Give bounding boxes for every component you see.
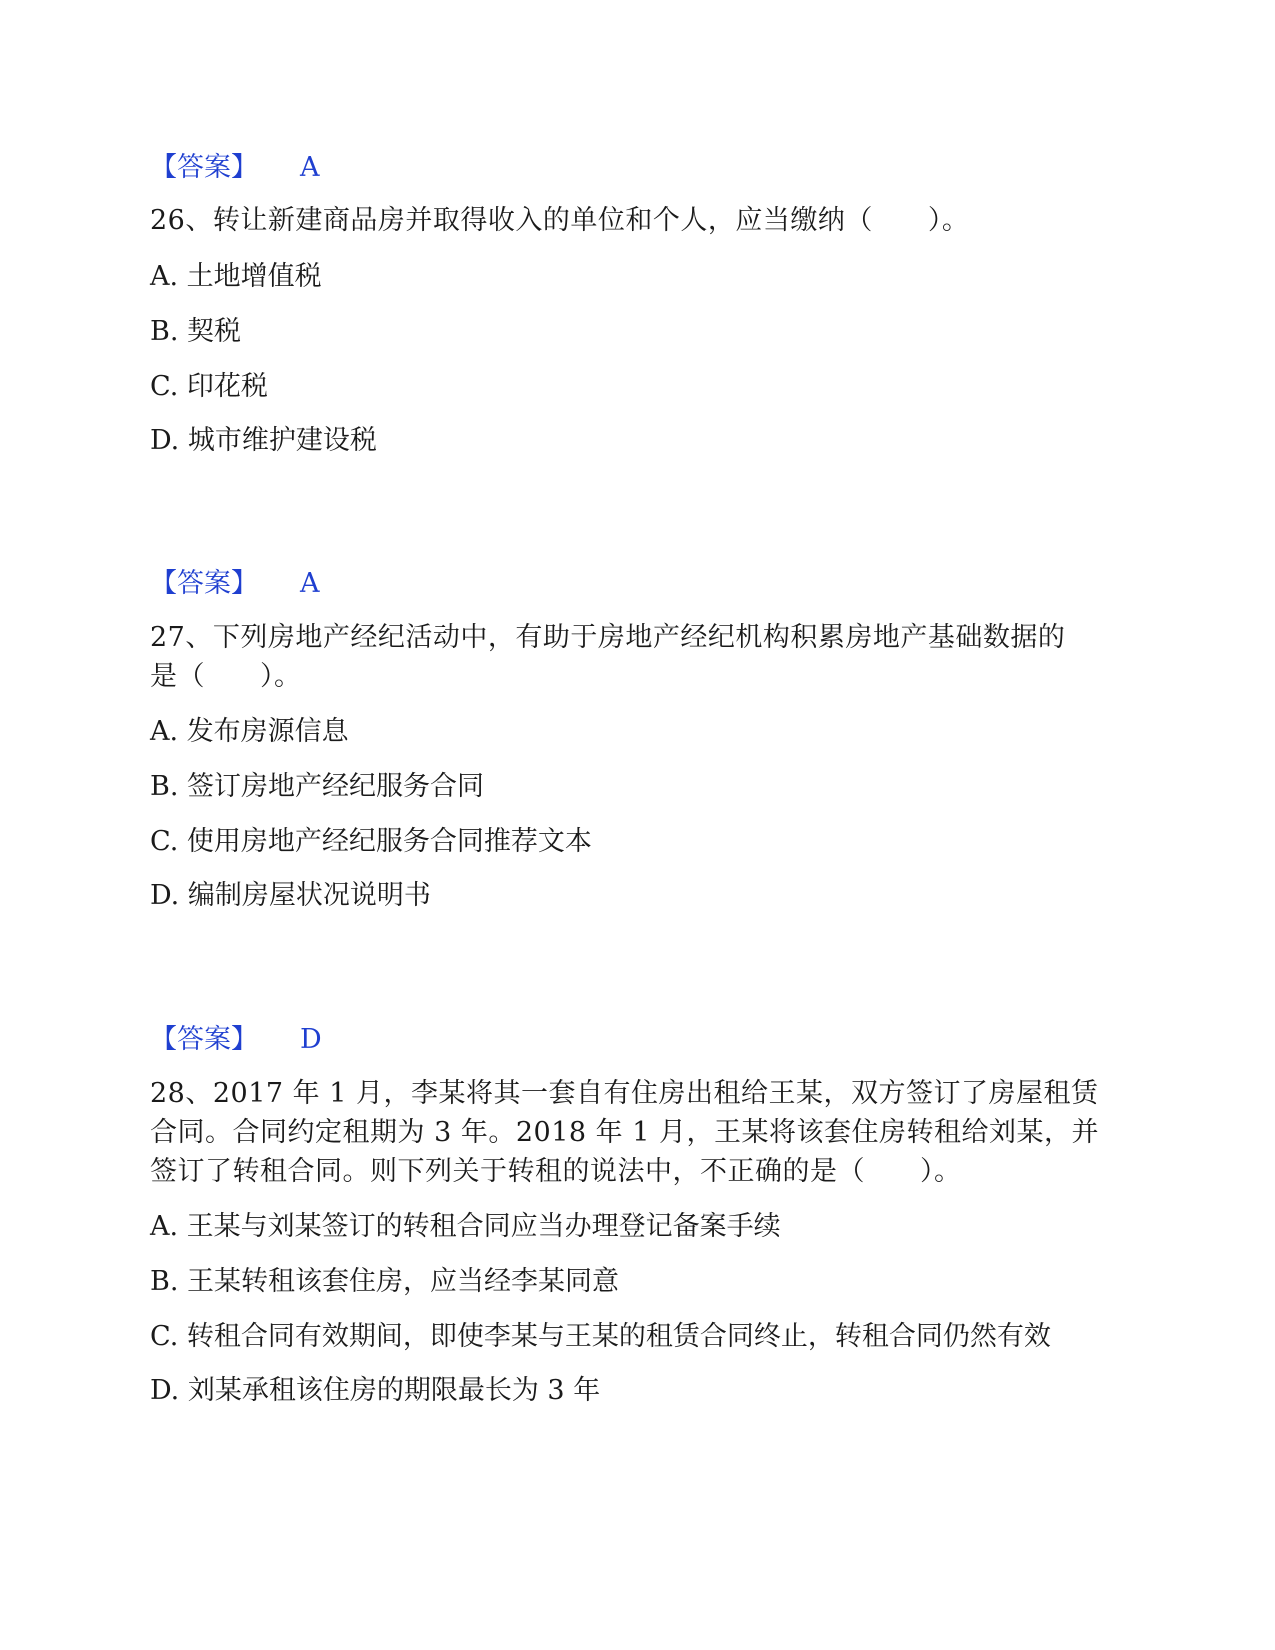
question-26-option-a: A. 土地增值税 [150,261,322,292]
question-26-text: 26、转让新建商品房并取得收入的单位和个人，应当缴纳（ ）。 [150,205,970,236]
answer-line [150,145,320,184]
answer-tag: 【答案】 [150,1024,258,1055]
question-28-text-line-3: 签订了转租合同。则下列关于转租的说法中，不正确的是（ ）。 [150,1156,962,1187]
question-27-text-line-2: 是（ ）。 [150,661,302,692]
answer-line [150,1017,322,1056]
question-26-option-d: D. 城市维护建设税 [150,425,377,456]
question-27-text-line-1: 27、下列房地产经纪活动中，有助于房地产经纪机构积累房地产基础数据的 [150,622,1066,653]
question-28-option-d: D. 刘某承租该住房的期限最长为 3 年 [150,1375,601,1406]
question-26-option-c: C. 印花税 [150,371,268,402]
question-28-option-a: A. 王某与刘某签订的转租合同应当办理登记备案手续 [150,1211,781,1242]
question-27-option-c: C. 使用房地产经纪服务合同推荐文本 [150,826,592,857]
question-27-option-a: A. 发布房源信息 [150,716,349,747]
answer-tag: 【答案】 [150,568,258,599]
question-27-option-b: B. 签订房地产经纪服务合同 [150,771,485,802]
answer-tag: 【答案】 [150,152,258,183]
question-27-option-d: D. 编制房屋状况说明书 [150,880,431,911]
answer-value: D [300,1024,322,1055]
question-28-option-b: B. 王某转租该套住房，应当经李某同意 [150,1266,620,1297]
answer-line [150,561,320,600]
question-28-text-line-1: 28、2017 年 1 月，李某将其一套自有住房出租给王某，双方签订了房屋租赁 [150,1078,1099,1109]
question-26-option-b: B. 契税 [150,316,242,347]
question-28-option-c: C. 转租合同有效期间，即使李某与王某的租赁合同终止，转租合同仍然有效 [150,1321,1051,1352]
question-28-text-line-2: 合同。合同约定租期为 3 年。2018 年 1 月，王某将该套住房转租给刘某，并 [150,1117,1099,1148]
answer-value: A [300,152,320,183]
answer-value: A [300,568,320,599]
